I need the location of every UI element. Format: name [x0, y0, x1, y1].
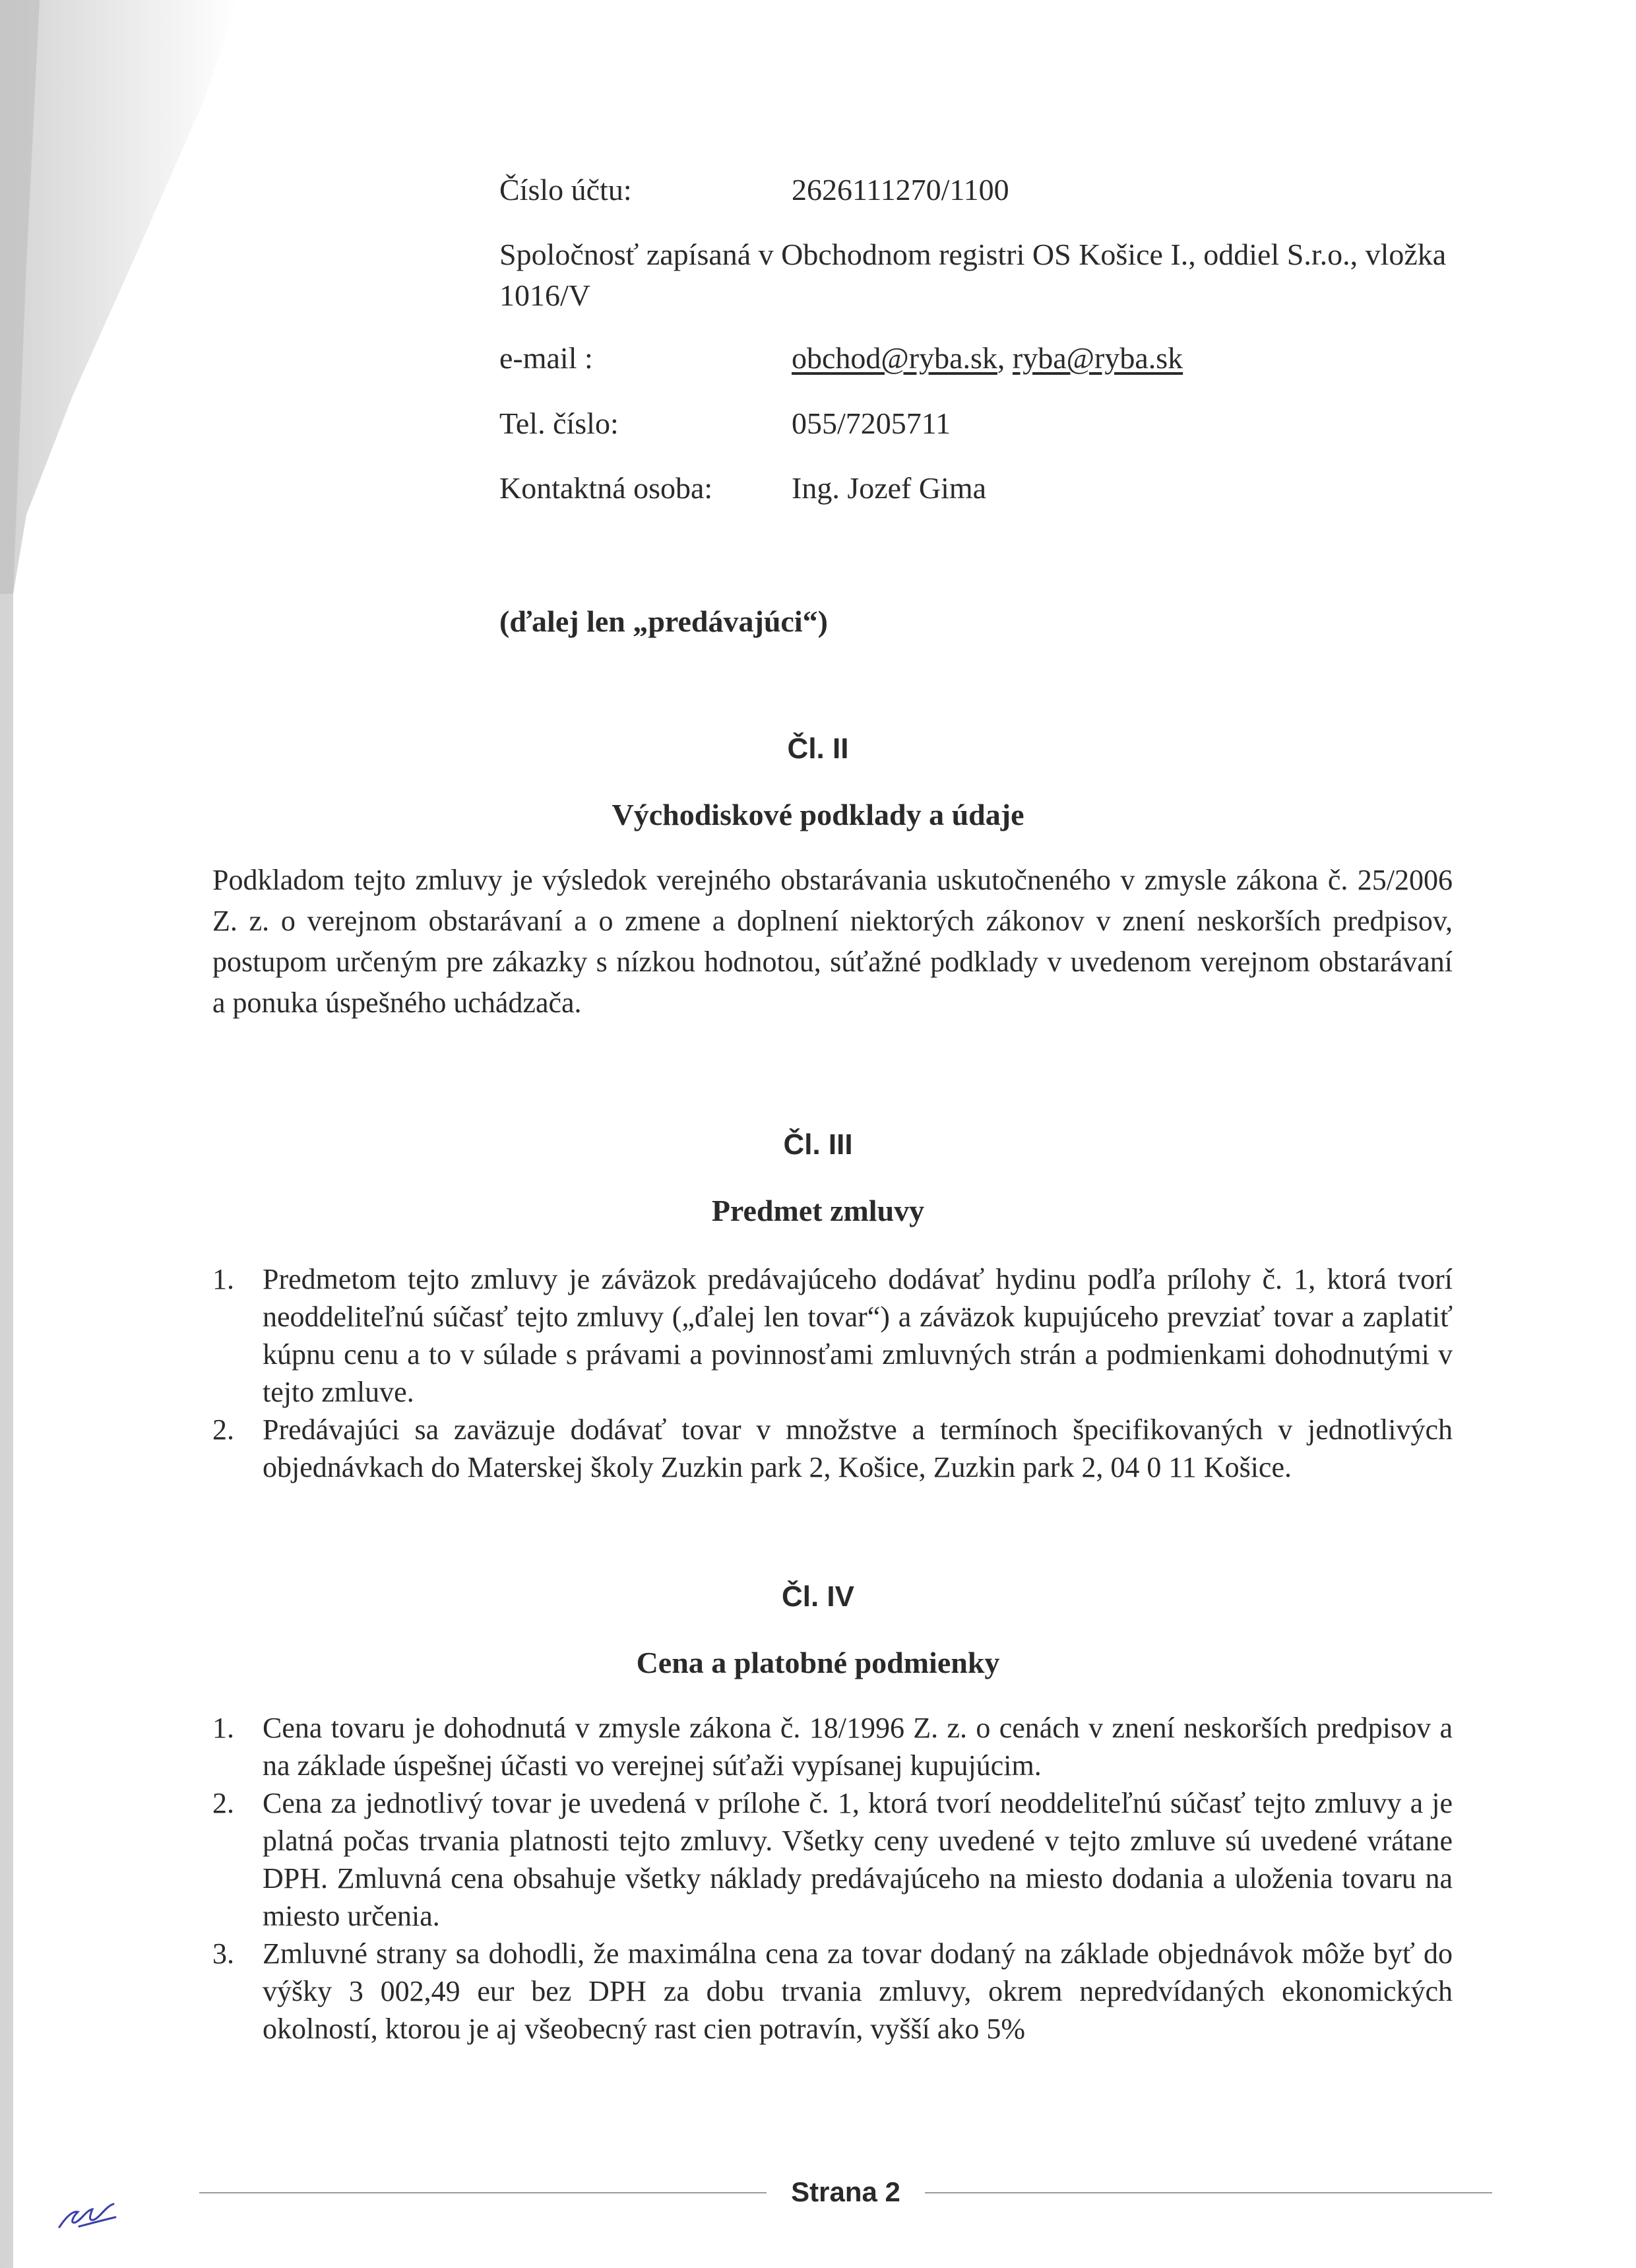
article-3-title: Predmet zmluvy: [711, 1194, 925, 1227]
account-value: 2626111270/1100: [792, 173, 1009, 207]
article-2-title: Východiskové podklady a údaje: [612, 798, 1024, 831]
contact-value: Ing. Jozef Gima: [792, 471, 987, 505]
list-item-text: Predmetom tejto zmluvy je záväzok predávajúceho dodávať hydinu podľa prílohy č. 1, ktorá tvorí neoddeliteľnú súčasť tejto zmluvy („ďalej len tovar“) a záväzok kupujúceho prevziať tovar a zaplatiť kúpnu cenu a to v súlade s právami a povinnosťami zmluvných strán a podmienkami dohodnutými v tejto zmluve.: [263, 1263, 1453, 1408]
contact-label: Kontaktná osoba:: [499, 471, 713, 505]
footer-rule-right: [925, 2192, 1492, 2193]
list-item: [212, 1935, 1453, 2048]
email-label: e-mail :: [499, 341, 593, 375]
registry-text: Spoločnosť zapísaná v Obchodnom registri OS Košice I., oddiel S.r.o., vložka 1016/V: [499, 238, 1447, 312]
list-item-text: Cena za jednotlivý tovar je uvedená v prílohe č. 1, ktorá tvorí neoddeliteľnú súčasť tejto zmluvy a je platná počas trvania platnosti tejto zmluvy. Všetky ceny uvedené v tejto zmluve sú uvedené vrátane DPH. Zmluvná cena obsahuje všetky náklady predávajúceho na miesto dodania a uloženia tovaru na miesto určenia.: [263, 1787, 1453, 1932]
list-item-number: 2.: [212, 1787, 234, 1819]
article-3-list: [212, 1260, 1453, 1486]
list-item-number: 3.: [212, 1937, 234, 1970]
article-2-number: Čl. II: [787, 732, 849, 765]
article-3-number: Čl. III: [783, 1128, 853, 1161]
list-item: [212, 1411, 1453, 1486]
page-footer: [199, 2172, 1492, 2212]
list-item-number: 2.: [212, 1413, 234, 1446]
party-designation: (ďalej len „predávajúci“): [499, 604, 828, 638]
list-item-number: 1.: [212, 1263, 234, 1295]
list-item-text: Zmluvné strany sa dohodli, že maximálna cena za tovar dodaný na základe objednávok môže byť do výšky 3 002,49 eur bez DPH za dobu trvania zmluvy, okrem nepredvídaných ekonomických okolností, ktorou je aj všeobecný rast cien potravín, vyšší ako 5%: [263, 1937, 1453, 2045]
email-separator: ,: [997, 341, 1013, 375]
list-item: [212, 1784, 1453, 1935]
article-2-text: Podkladom tejto zmluvy je výsledok verejného obstarávania uskutočneného v zmysle zákona č. 25/2006 Z. z. o verejnom obstarávaní a o zmene a doplnení niektorých zákonov v znení neskorších predpisov, postupom určeným pre zákazky s nízkou hodnotou, súťažné podklady v uvedenom verejnom obstarávaní a ponuka úspešného uchádzača.: [212, 864, 1453, 1019]
article-4-title: Cena a platobné podmienky: [636, 1646, 1000, 1679]
email-link-ryba[interactable]: ryba@ryba.sk: [1012, 341, 1183, 375]
phone-label: Tel. číslo:: [499, 406, 619, 440]
email-values: [792, 339, 1183, 378]
email-link-obchod[interactable]: obchod@ryba.sk: [792, 341, 997, 375]
article-4-number: Čl. IV: [781, 1580, 855, 1613]
account-label: Číslo účtu:: [499, 173, 632, 207]
signature-mark: [53, 2197, 125, 2237]
page-number: Strana 2: [791, 2176, 900, 2207]
list-item: [212, 1260, 1453, 1411]
list-item-number: 1.: [212, 1712, 234, 1744]
article-4-list: [212, 1709, 1453, 2048]
list-item-text: Cena tovaru je dohodnutá v zmysle zákona č. 18/1996 Z. z. o cenách v znení neskorších predpisov a na základe úspešnej účasti vo verejnej súťaži vypísanej kupujúcim.: [263, 1712, 1453, 1782]
list-item-text: Predávajúci sa zaväzuje dodávať tovar v množstve a termínoch špecifikovaných v jednotlivých objednávkach do Materskej školy Zuzkin park 2, Košice, Zuzkin park 2, 04 0 11 Košice.: [263, 1413, 1453, 1483]
phone-value: 055/7205711: [792, 406, 951, 440]
list-item: [212, 1709, 1453, 1784]
